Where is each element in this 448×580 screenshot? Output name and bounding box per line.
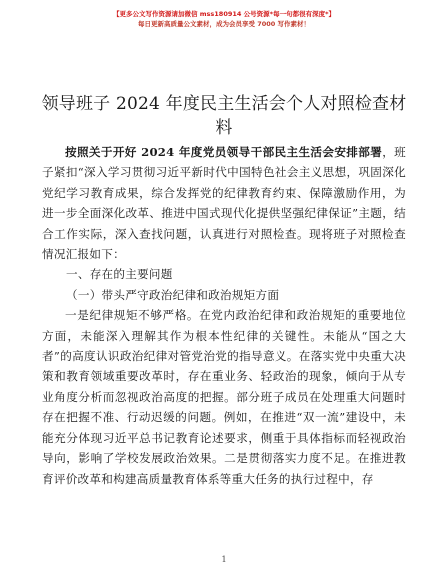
intro-rest: ，班子紧扣“深入学习贯彻习近平新时代中国特色社会主义思想，巩固深化党纪学习教育成果，综合发挥党的纪律教育约束、保障激励作用，为进一步全面深化改革、推进中国式现代化提供坚强纪律保证”主题，结合工作实际，深入查找问题，认真进行对照检查。现将班子对照检查情况汇报如下： — [42, 145, 406, 262]
promo-banner-line-1: 【更多公文写作资源请加微信 mss180914 公号资源*每一句都很有深度*】 — [113, 10, 335, 18]
body-paragraph: 一是纪律规矩不够严格。在党内政治纪律和政治规矩的重要地位方面，未能深入理解其作为根本性纪律的关键性。未能从“国之大者”的高度认识政治纪律对管党治党的指导意义。在落实党中央重大决策和教育领域重要改革时，存在重业务、轻政治的现象，倾向于从专业角度分析而忽视政治高度的把握。部分班子成员在处理重大问题时存在把握不准、行动迟缓的问题。例如，在推进“双一流”建设中，未能充分体现习近平总书记教育论述要求，侧重于具体指标而轻视政治导向，影响了学校发展政治效果。二是贯彻落实力度不足。在推进教育评价改革和构建高质量教育体系等重大任务的执行过程中，存 — [42, 308, 406, 486]
intro-lead: 按照关于开好 2024 年度党员领导干部民主生活会安排部署 — [65, 145, 383, 159]
section-heading: 一、存在的主要问题 — [66, 267, 173, 282]
subsection-heading: （一）带头严守政治纪律和政治规矩方面 — [66, 287, 280, 302]
intro-paragraph — [42, 142, 406, 264]
page-number: 1 — [221, 555, 227, 564]
document-title: 领导班子 2024 年度民主生活会个人对照检查材料 — [41, 94, 407, 138]
promo-banner-line-2: 每日更新高质量公文素材，成为会员享受 7000 写作素材！ — [137, 20, 311, 28]
promo-banner — [0, 9, 448, 29]
document-body — [42, 142, 406, 489]
